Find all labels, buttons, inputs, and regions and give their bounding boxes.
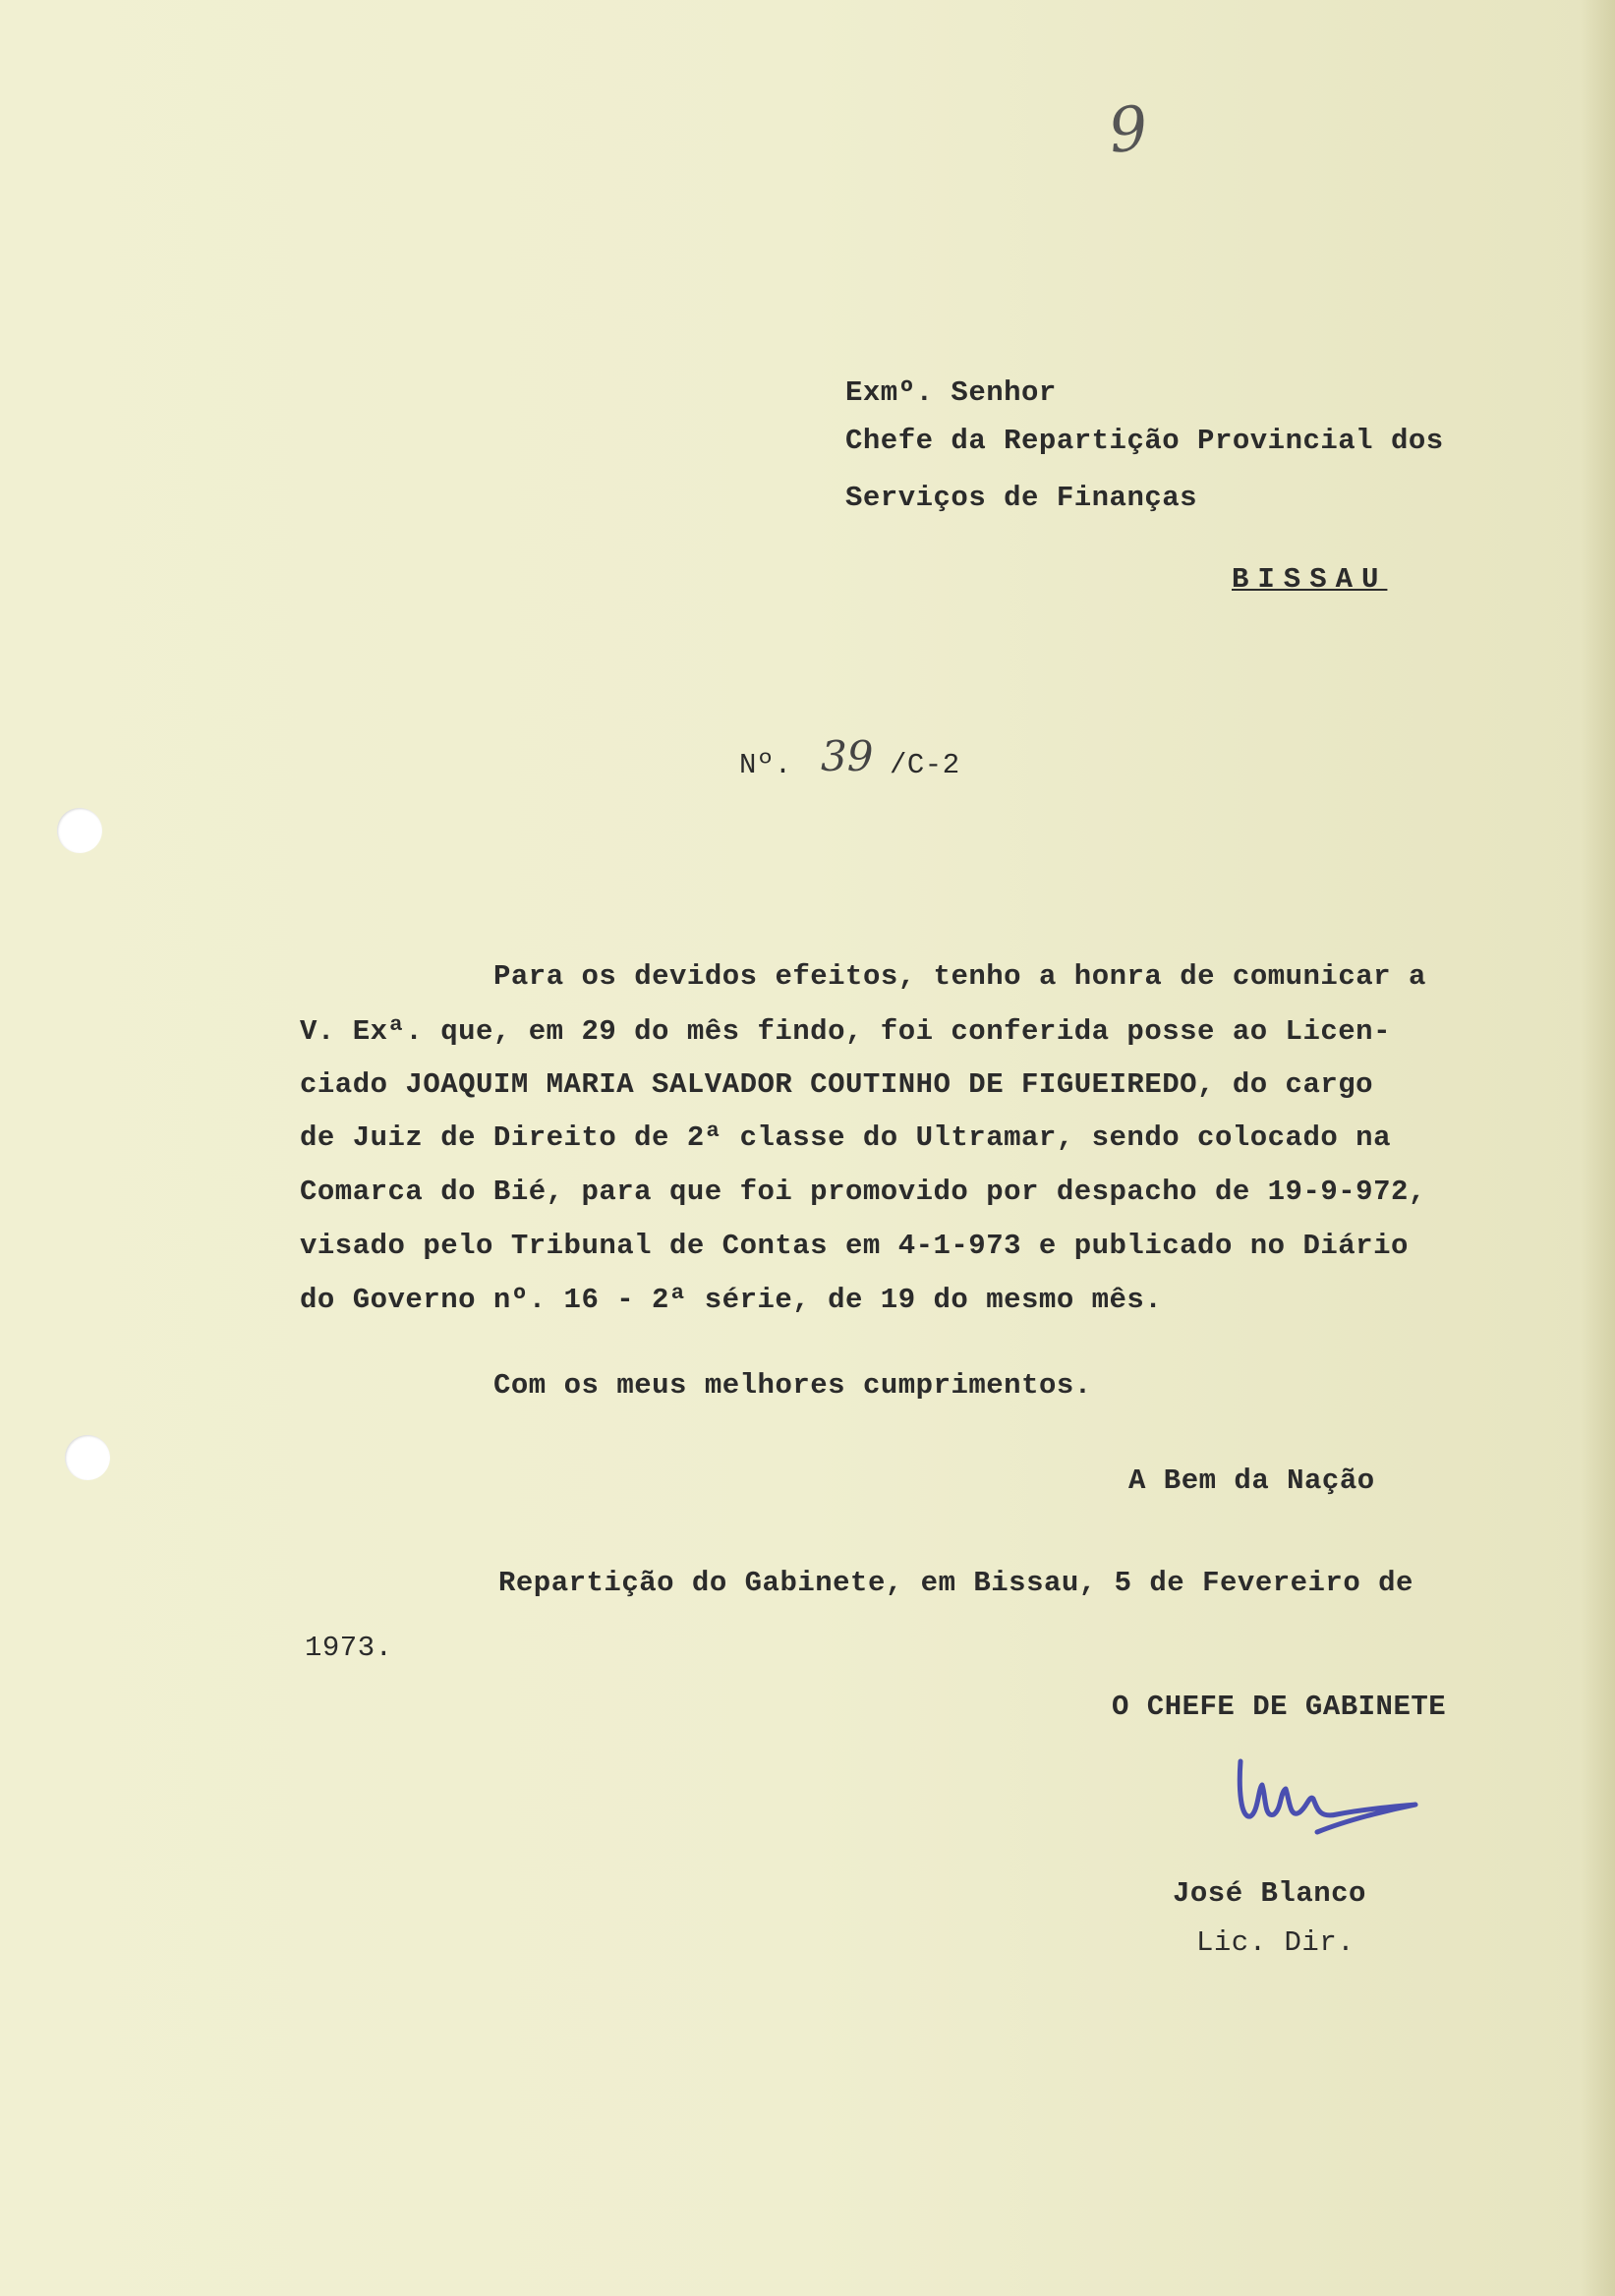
body-line-5: Comarca do Bié, para que foi promovido por despacho de 19-9-972, [300, 1176, 1426, 1208]
body-line-3: ciado JOAQUIM MARIA SALVADOR COUTINHO DE FIGUEIREDO, do cargo [300, 1068, 1374, 1101]
signer-name: José Blanco [1173, 1877, 1366, 1910]
addressee-city: BISSAU [1232, 563, 1388, 596]
salute-line: A Bem da Nação [1128, 1464, 1375, 1497]
body-line-4: de Juiz de Direito de 2ª classe do Ultramar, sendo colocado na [300, 1121, 1391, 1154]
signer-degree: Lic. Dir. [1196, 1926, 1355, 1959]
addressee-line-1: Chefe da Repartição Provincial dos [845, 425, 1444, 457]
place-date-line: Repartição do Gabinete, em Bissau, 5 de Fevereiro de [498, 1567, 1413, 1599]
handwritten-page-number: 9 [1105, 91, 1152, 167]
body-line-7: do Governo nº. 16 - 2ª série, de 19 do mesmo mês. [300, 1284, 1163, 1316]
reference-prefix: Nº. [739, 749, 792, 781]
punch-hole-lower [65, 1435, 110, 1480]
addressee-line-2: Serviços de Finanças [845, 482, 1198, 514]
addressee-salutation: Exmº. Senhor [845, 376, 1057, 409]
reference-suffix: /C-2 [890, 749, 960, 781]
closing-line: Com os meus melhores cumprimentos. [493, 1369, 1092, 1402]
reference-number: 39 [821, 732, 874, 780]
signer-title: O CHEFE DE GABINETE [1112, 1691, 1447, 1723]
body-line-6: visado pelo Tribunal de Contas em 4-1-973 e publicado no Diário [300, 1230, 1409, 1262]
year-line: 1973. [305, 1632, 393, 1664]
handwritten-signature [1229, 1750, 1425, 1867]
body-line-1: Para os devidos efeitos, tenho a honra de comunicar a [493, 960, 1426, 993]
punch-hole-upper [57, 808, 102, 853]
body-line-2: V. Exª. que, em 29 do mês findo, foi conferida posse ao Licen- [300, 1015, 1391, 1048]
